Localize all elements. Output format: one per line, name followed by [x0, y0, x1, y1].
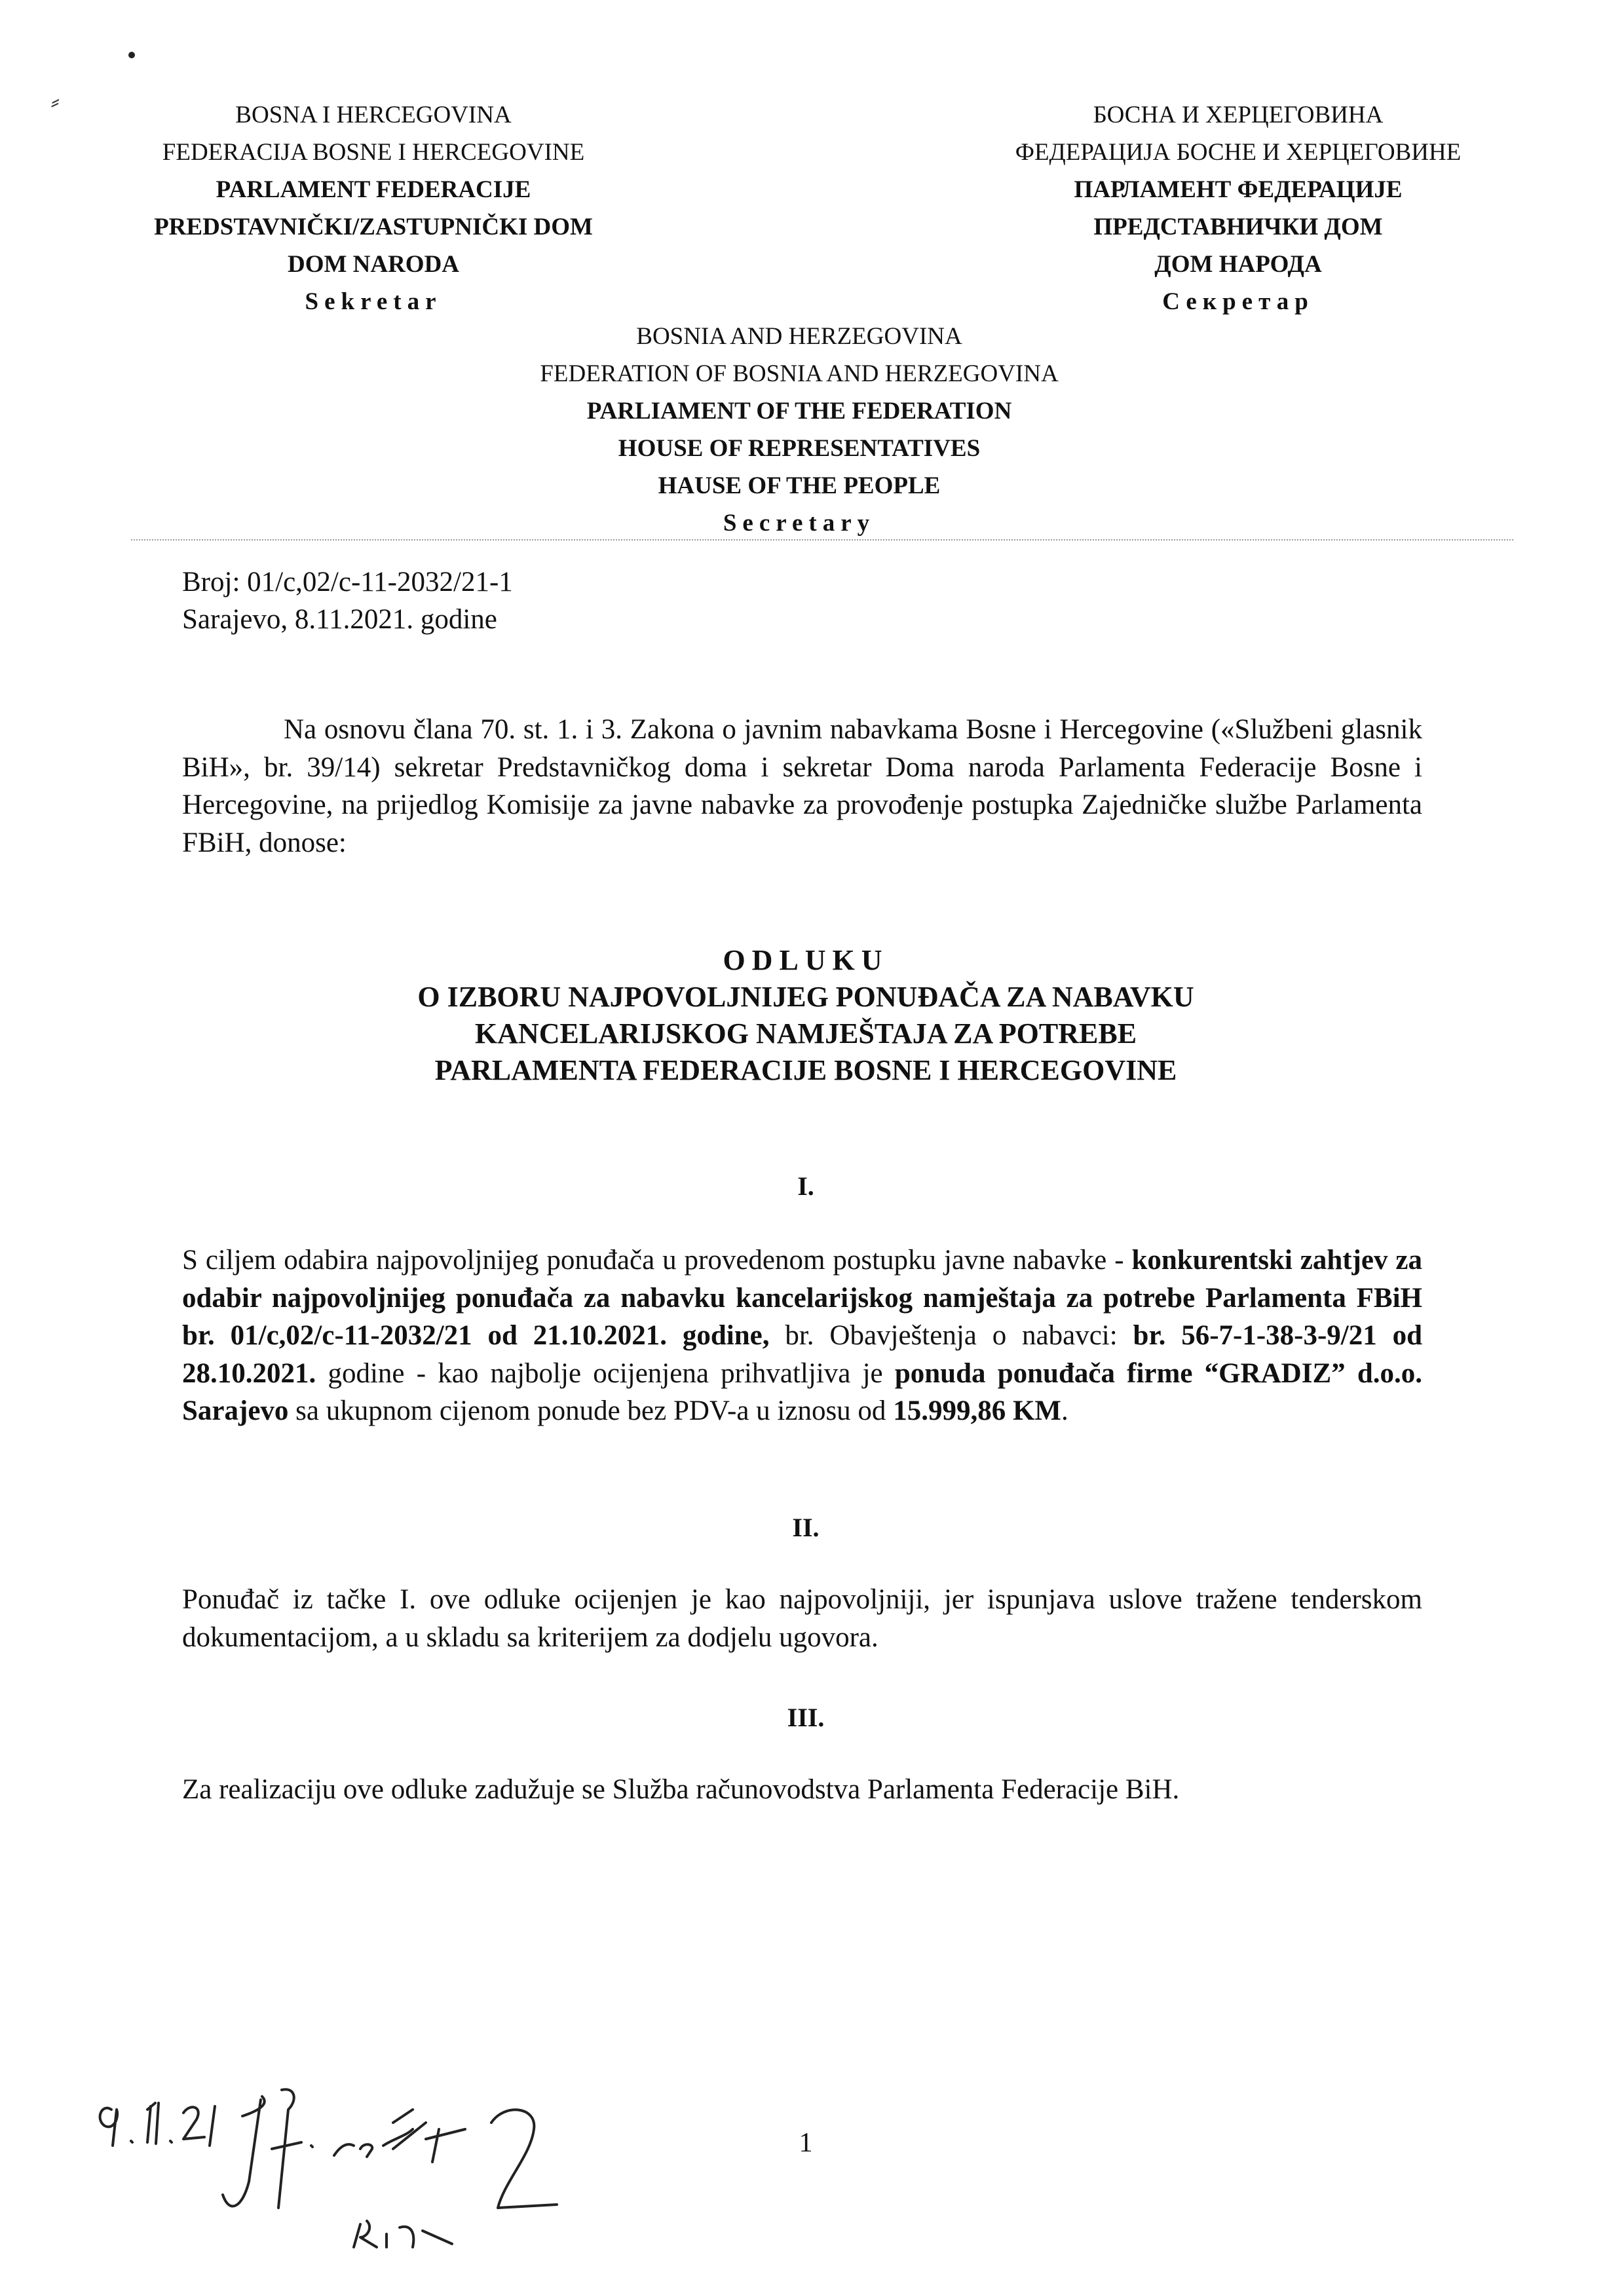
header-center-line: HOUSE OF REPRESENTATIVES: [618, 435, 981, 462]
page-number: 1: [799, 2128, 813, 2158]
section-heading: I.: [797, 1171, 814, 1201]
header-center-line: HAUSE OF THE PEOPLE: [658, 472, 941, 499]
section-1-text-bold: konkurentski zahtjev za odabir najpovoljnijeg ponuđača za nabavku kancelarijskog namještaja za potrebe Parlamenta FBiH br. 01/c,02/c-11-2032/21 od 21.10.2021. godine,: [182, 1245, 1422, 1351]
section-heading: III.: [787, 1703, 825, 1732]
header-divider: [131, 539, 1513, 540]
section-1-text: br. Obavještenja o nabavci:: [769, 1320, 1133, 1351]
header-center-line: BOSNIA AND HERZEGOVINA: [636, 323, 962, 350]
document-reference: [182, 563, 513, 638]
header-left-line: BOSNA I HERCEGOVINA: [235, 102, 512, 128]
decision-title: [262, 942, 1350, 1089]
header-left-line: Sekretar: [305, 288, 442, 315]
handwritten-note: [85, 2083, 596, 2293]
section-3-paragraph: Za realizaciju ove odluke zadužuje se Služba računovodstva Parlamenta Federacije BiH.: [182, 1774, 1180, 1805]
header-center-line: FEDERATION OF BOSNIA AND HERZEGOVINA: [540, 360, 1059, 387]
section-1-text: .: [1061, 1395, 1068, 1426]
section-1-text: godine - kao najbolje ocijenjena prihvatljiva je: [316, 1357, 895, 1389]
document-place-date: Sarajevo, 8.11.2021. godine: [182, 604, 497, 635]
decision-title-line: KANCELARIJSKOG NAMJEŠTAJA ZA POTREBE: [474, 1017, 1137, 1050]
header-left-block: [111, 96, 635, 320]
header-right-line: Секретар: [1162, 288, 1314, 315]
decision-title-line: O IZBORU NAJPOVOLJNIJEG PONUĐAČA ZA NABAVKU: [417, 981, 1194, 1013]
header-right-line: ПРЕДСТАВНИЧКИ ДОМ: [1093, 214, 1383, 240]
decision-title-main: ODLUKU: [723, 944, 889, 976]
margin-mark: ⸗: [51, 88, 60, 115]
section-1-text-bold: ponuda ponuđača firme “GRADIZ” d.o.o. Sarajevo: [182, 1357, 1423, 1426]
intro-paragraph: Na osnovu člana 70. st. 1. i 3. Zakona o javnim nabavkama Bosne i Hercegovine («Službeni glasnik BiH», br. 39/14) sekretar Predstavničkog doma i sekretar Doma naroda Parlamenta Federacije Bosne i Hercegovine, na prijedlog Komisije za javne nabavke za provođenje postupka Zajedničke službe Parlamenta FBiH, donose:: [182, 714, 1422, 858]
section-2-paragraph: Ponuđač iz tačke I. ove odluke ocijenjen je kao najpovoljniji, jer ispunjava uslove tražene tenderskom dokumentacijom, a u skladu sa kriterijem za dodjelu ugovora.: [182, 1584, 1422, 1653]
section-1-text-bold: br. 56-7-1-38-3-9/21 od 28.10.2021.: [182, 1320, 1422, 1389]
section-1-text: S ciljem odabira najpovoljnijeg ponuđača u provedenom postupku javne nabavke -: [182, 1245, 1132, 1276]
margin-dot: [128, 52, 135, 58]
section-heading: II.: [792, 1513, 820, 1542]
section-1-paragraph: [182, 1241, 1422, 1430]
document-number: Broj: 01/c,02/c-11-2032/21-1: [182, 567, 513, 597]
section-1-text: sa ukupnom cijenom ponude bez PDV-a u iznosu od: [288, 1395, 894, 1426]
header-right-line: ПАРЛАМЕНТ ФЕДЕРАЦИЈЕ: [1074, 176, 1403, 203]
header-right-block: [937, 96, 1539, 320]
header-center-line: Secretary: [723, 510, 876, 537]
header-left-line: PREDSTAVNIČKI/ZASTUPNIČKI DOM: [154, 214, 593, 240]
header-right-line: БОСНА И ХЕРЦЕГОВИНА: [1093, 102, 1384, 128]
header-right-line: ДОМ НАРОДА: [1154, 251, 1322, 278]
header-left-line: PARLAMENT FEDERACIJE: [216, 176, 531, 203]
decision-title-line: PARLAMENTA FEDERACIJE BOSNE I HERCEGOVINE: [434, 1054, 1177, 1086]
header-right-line: ФЕДЕРАЦИЈА БОСНЕ И ХЕРЦЕГОВИНЕ: [1015, 139, 1462, 166]
header-center-block: [406, 318, 1192, 542]
header-center-line: PARLIAMENT OF THE FEDERATION: [586, 398, 1012, 425]
header-left-line: DOM NARODA: [287, 251, 460, 278]
header-left-line: FEDERACIJA BOSNE I HERCEGOVINE: [162, 139, 585, 166]
section-1-text-bold: 15.999,86 KM: [893, 1395, 1061, 1426]
